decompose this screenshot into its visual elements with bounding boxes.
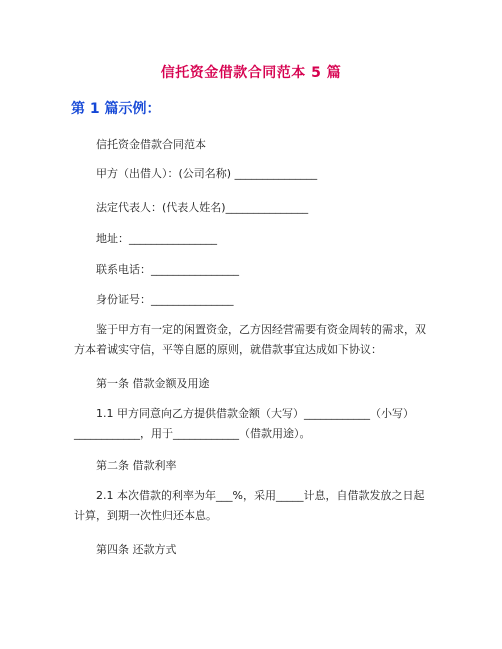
article-two-heading: 第二条 借款利率 <box>96 459 177 472</box>
phone-line: 联系电话：________________ <box>96 263 239 276</box>
article-one-heading: 第一条 借款金额及用途 <box>96 377 210 390</box>
article-two-clause: 2.1 本次借款的利率为年___%，采用_____计息，自借款发放之日起计算，到期一次性归还本息。 <box>74 489 425 522</box>
section-heading: 第 1 篇示例： <box>71 101 161 117</box>
id-number-line: 身份证号：_______________ <box>96 293 234 306</box>
article-one-clause: 1.1 甲方同意向乙方提供借款金额（大写）____________（小写）____________，用于____________（借款用途）。 <box>74 407 414 440</box>
address-line: 地址：________________ <box>96 232 217 245</box>
party-a-line: 甲方（出借人）：(公司名称) _______________ <box>96 167 318 180</box>
document-title: 信托资金借款合同范本 5 篇 <box>160 65 342 81</box>
preamble-paragraph: 鉴于甲方有一定的闲置资金，乙方因经营需要有资金周转的需求，双方本着诚实守信，平等自愿的原则，就借款事宜达成如下协议： <box>74 323 426 356</box>
article-four-heading: 第四条 还款方式 <box>96 543 177 556</box>
contract-title-line: 信托资金借款合同范本 <box>96 138 206 151</box>
legal-representative-line: 法定代表人：(代表人姓名)_______________ <box>96 201 309 214</box>
